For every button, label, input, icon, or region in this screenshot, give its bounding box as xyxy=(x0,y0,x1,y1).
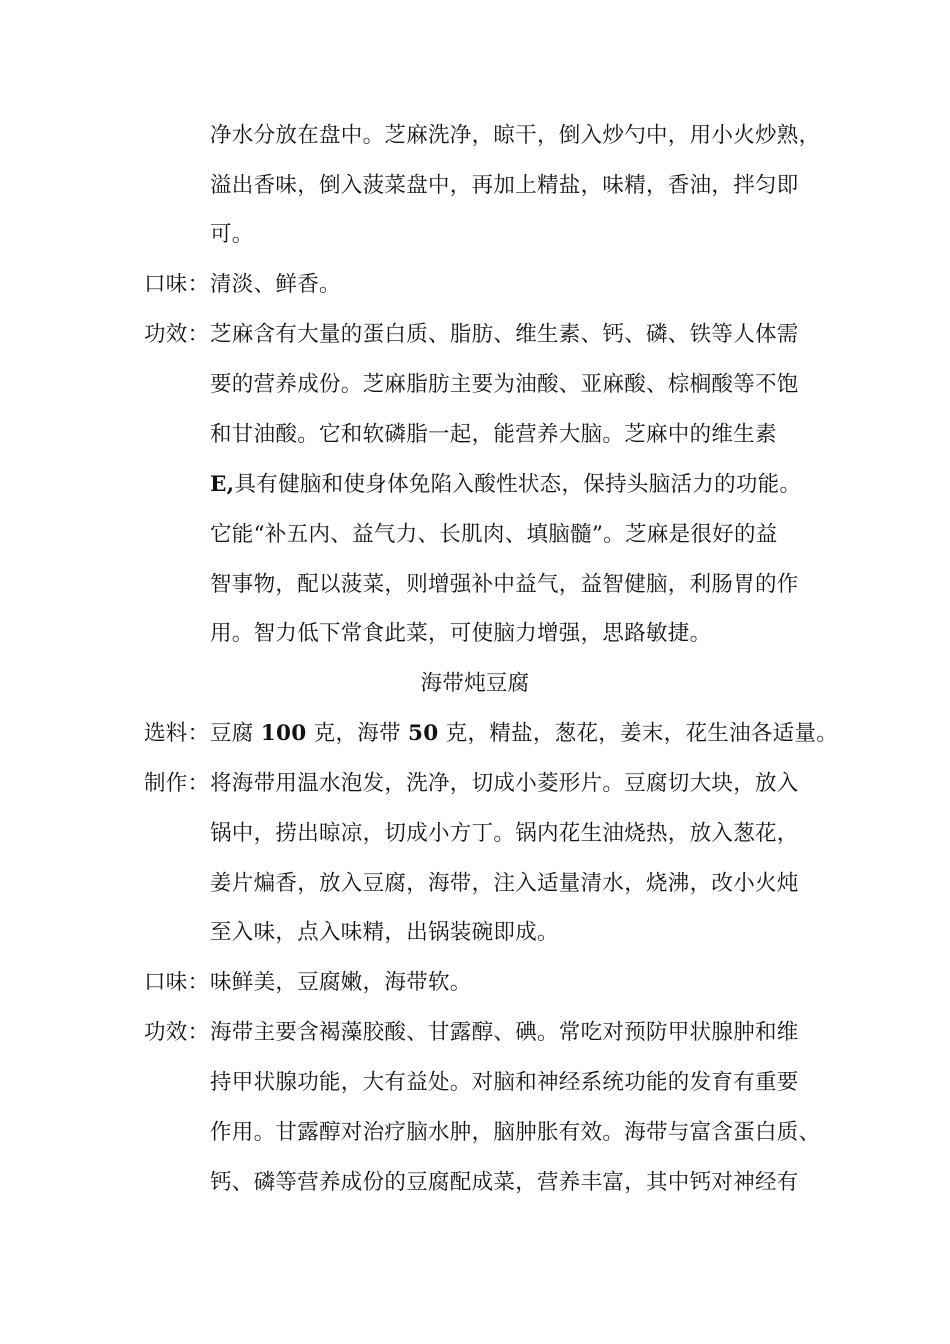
recipe-title: 海带炖豆腐 xyxy=(420,671,530,696)
ingredients-label: 选料： xyxy=(144,721,210,746)
vitamin-e-label: E, xyxy=(210,472,235,497)
method-label: 制作： xyxy=(144,771,210,796)
ingredient-tofu: 豆腐 xyxy=(210,721,261,746)
effect-line: 持甲状腺功能，大有益处。对脑和神经系统功能的发育有重要 xyxy=(210,1070,799,1095)
effect-line: 和甘油酸。它和软磷脂一起，能营养大脑。芝麻中的维生素 xyxy=(210,422,777,447)
effect-line: 要的营养成份。芝麻脂肪主要为油酸、亚麻酸、棕榈酸等不饱 xyxy=(210,372,799,397)
method-line: 锅中，捞出晾凉，切成小方丁。锅内花生油烧热，放入葱花， xyxy=(210,821,799,846)
effect-line: 作用。甘露醇对治疗脑水肿，脑肿胀有效。海带与富含蛋白质、 xyxy=(210,1120,821,1145)
effect-label: 功效： xyxy=(144,1020,210,1045)
method-line: 将海带用温水泡发，洗净，切成小菱形片。豆腐切大块，放入 xyxy=(210,771,799,796)
taste-label: 口味： xyxy=(144,272,210,297)
ingredient-others: 克，精盐，葱花，姜末，花生油各适量。 xyxy=(438,721,839,746)
effect-label: 功效： xyxy=(144,322,210,347)
taste-text: 清淡、鲜香。 xyxy=(210,272,341,297)
effect-line: 芝麻含有大量的蛋白质、脂肪、维生素、钙、磷、铁等人体需 xyxy=(210,322,799,347)
method-line: 至入味，点入味精，出锅装碗即成。 xyxy=(210,920,559,945)
effect-line-rest: 具有健脑和使身体免陷入酸性状态，保持头脑活力的功能。 xyxy=(234,472,802,497)
effect-line: 智事物，配以菠菜，则增强补中益气，益智健脑，利肠胃的作 xyxy=(210,572,799,597)
intro-line: 溢出香味，倒入菠菜盘中，再加上精盐，味精，香油，拌匀即 xyxy=(210,173,799,198)
effect-line: 它能“补五内、益气力、长肌肉、填脑髓”。芝麻是很好的益 xyxy=(210,522,778,547)
method-line: 姜片煸香，放入豆腐，海带，注入适量清水，烧沸，改小火炖 xyxy=(210,871,799,896)
effect-line: 海带主要含褐藻胶酸、甘露醇、碘。常吃对预防甲状腺肿和维 xyxy=(210,1020,799,1045)
ingredient-kelp: 克，海带 xyxy=(306,721,409,746)
effect-line: 用。智力低下常食此菜，可使脑力增强，思路敏捷。 xyxy=(210,621,712,646)
intro-line: 可。 xyxy=(210,222,254,247)
intro-line: 净水分放在盘中。芝麻洗净，晾干，倒入炒勺中，用小火炒熟， xyxy=(210,123,821,148)
taste-label: 口味： xyxy=(144,970,210,995)
taste-text: 味鲜美，豆腐嫩，海带软。 xyxy=(210,970,472,995)
effect-line xyxy=(210,470,801,500)
kelp-amount: 50 xyxy=(408,721,439,746)
ingredients-text xyxy=(210,719,838,749)
tofu-amount: 100 xyxy=(260,721,307,746)
effect-line: 钙、磷等营养成份的豆腐配成菜，营养丰富，其中钙对神经有 xyxy=(210,1170,799,1195)
